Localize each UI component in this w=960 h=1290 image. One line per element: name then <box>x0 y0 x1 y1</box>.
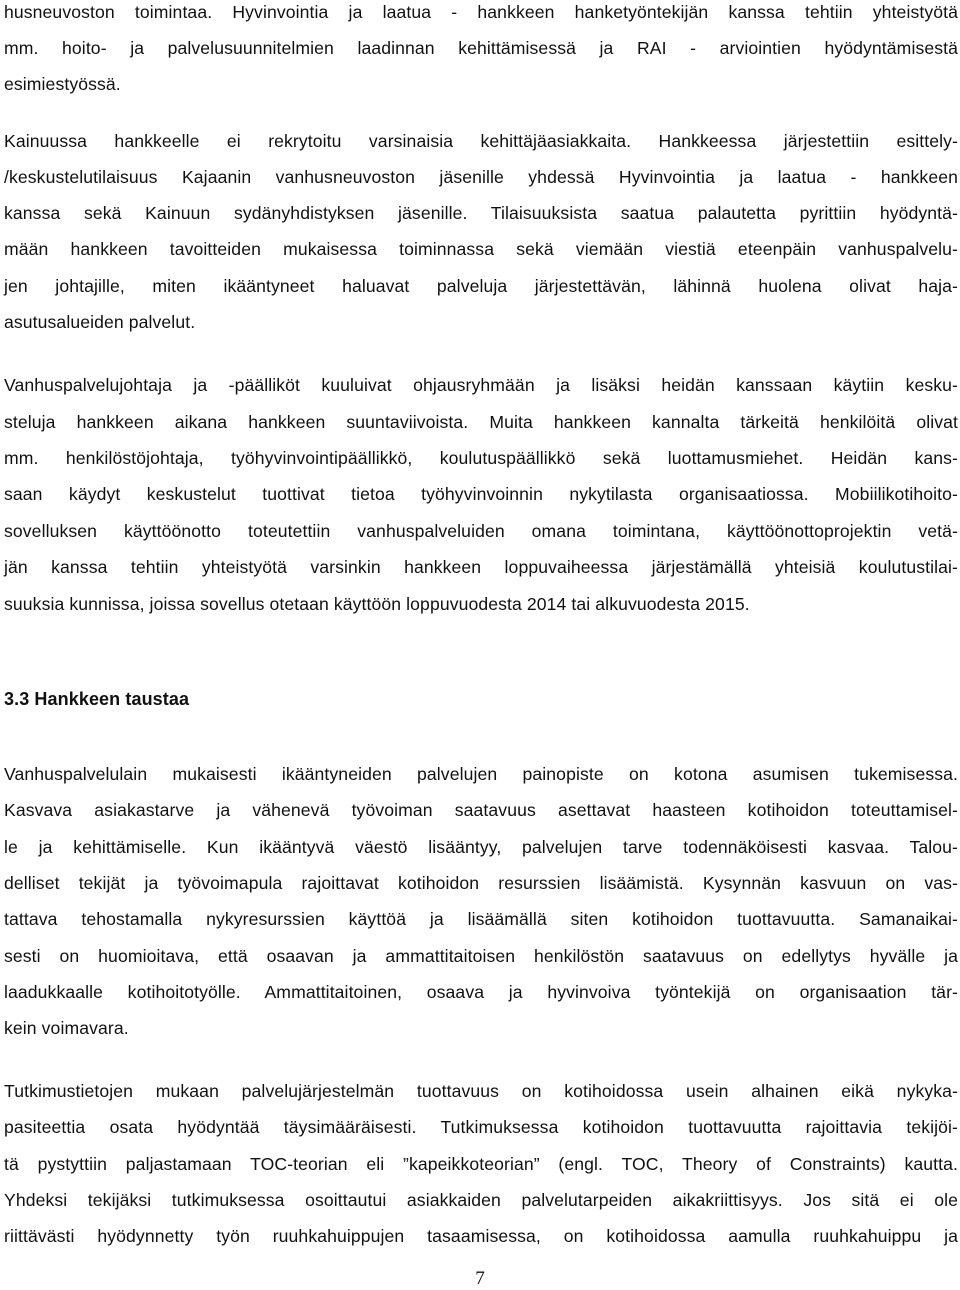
section-heading: 3.3 Hankkeen taustaa <box>4 689 190 709</box>
text-line: mään hankkeen tavoitteiden mukaisessa toiminnassa sekä viemään viestiä eteenpäin vanhuspalvelu- <box>4 239 958 259</box>
text-line: asutusalueiden palvelut. <box>4 312 196 332</box>
page-number: 7 <box>475 1268 485 1289</box>
text-line: Yhdeksi tekijäksi tutkimuksessa osoittautui asiakkaiden palvelutarpeiden aikakriittisyys. Jos sitä ei ole <box>4 1190 958 1210</box>
text-line: Kainuussa hankkeelle ei rekrytoitu varsinaisia kehittäjäasiakkaita. Hankkeessa järjestettiin esittely- <box>4 131 958 151</box>
text-line: le ja kehittämiselle. Kun ikääntyvä väestö lisääntyy, palvelujen tarve todennäköisesti kasvaa. Talou- <box>4 837 958 857</box>
text-line: Kasvava asiakastarve ja vähenevä työvoiman saatavuus asettavat haasteen kotihoidon toteuttamisel- <box>4 800 958 820</box>
text-line: delliset tekijät ja työvoimapula rajoittavat kotihoidon resurssien lisäämistä. Kysynnän kasvuun on vas- <box>4 873 958 893</box>
text-line: Tutkimustietojen mukaan palvelujärjestelmän tuottavuus on kotihoidossa usein alhainen eikä nykyka- <box>4 1081 958 1101</box>
text-line: kein voimavara. <box>4 1018 129 1038</box>
text-line: mm. henkilöstöjohtaja, työhyvinvointipäällikkö, koulutuspäällikkö sekä luottamusmiehet. Heidän kans- <box>4 448 958 468</box>
text-line: tattava tehostamalla nykyresurssien käyttöä ja lisäämällä siten kotihoidon tuottavuutta. Samanaikai- <box>4 909 958 929</box>
text-line: tä pystyttiin paljastamaan TOC-teorian eli ”kapeikkoteorian” (engl. TOC, Theory of Constraints) kautta. <box>4 1154 958 1174</box>
text-line: saan käydyt keskustelut tuottivat tietoa työhyvinvoinnin nykytilasta organisaatiossa. Mobiilikotihoito- <box>4 484 958 504</box>
text-line: /keskustelutilaisuus Kajaanin vanhusneuvoston jäsenille yhdessä Hyvinvointia ja laatua - hankkeen <box>4 167 958 187</box>
text-line: Vanhuspalvelujohtaja ja -päälliköt kuuluivat ohjausryhmään ja lisäksi heidän kanssaan käytiin kesku- <box>4 375 958 395</box>
text-line: jän kanssa tehtiin yhteistyötä varsinkin hankkeen loppuvaiheessa järjestämällä yhteisiä koulutustilai- <box>4 557 958 577</box>
text-line: mm. hoito- ja palvelusuunnitelmien laadinnan kehittämisessä ja RAI - arviointien hyödyntämisestä <box>4 38 958 58</box>
text-line: sesti on huomioitava, että osaavan ja ammattitaitoisen henkilöstön saatavuus on edellytys hyvälle ja <box>4 946 958 966</box>
text-line: sovelluksen käyttöönotto toteutettiin vanhuspalveluiden omana toimintana, käyttöönottoprojektin vetä- <box>4 521 958 541</box>
text-line: esimiestyössä. <box>4 74 121 94</box>
text-line: riittävästi hyödynnetty työn ruuhkahuippujen tasaamisessa, on kotihoidossa aamulla ruuhkahuippu ja <box>4 1226 958 1246</box>
text-line: steluja hankkeen aikana hankkeen suuntaviivoista. Muita hankkeen kannalta tärkeitä henkilöitä olivat <box>4 412 958 432</box>
text-line: suuksia kunnissa, joissa sovellus otetaan käyttöön loppuvuodesta 2014 tai alkuvuodesta 2015. <box>4 594 750 614</box>
text-line: kanssa sekä Kainuun sydänyhdistyksen jäsenille. Tilaisuuksista saatua palautetta pyrittiin hyödyntä- <box>4 203 958 223</box>
text-line: jen johtajille, miten ikääntyneet haluavat palveluja järjestettävän, lähinnä huolena olivat haja- <box>4 276 958 296</box>
text-line: pasiteettia osata hyödyntää täysimääräisesti. Tutkimuksessa kotihoidon tuottavuutta rajoittavia tekijöi- <box>4 1117 958 1137</box>
text-line: husneuvoston toimintaa. Hyvinvointia ja laatua - hankkeen hanketyöntekijän kanssa tehtiin yhteistyötä <box>4 2 958 22</box>
text-line: laadukkaalle kotihoitotyölle. Ammattitaitoinen, osaava ja hyvinvoiva työntekijä on organisaation tär- <box>4 982 958 1002</box>
text-line: Vanhuspalvelulain mukaisesti ikääntyneiden palvelujen painopiste on kotona asumisen tukemisessa. <box>4 764 958 784</box>
